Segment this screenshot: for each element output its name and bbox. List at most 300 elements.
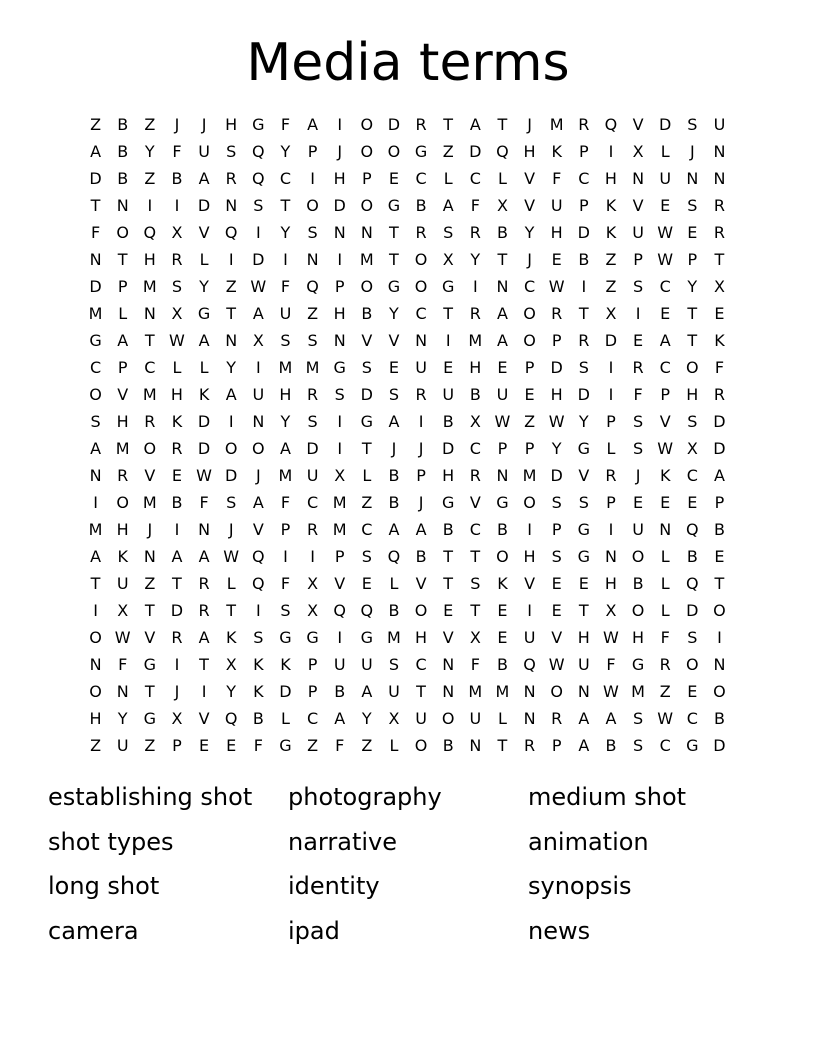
grid-letter: A bbox=[252, 304, 264, 323]
grid-letter: R bbox=[171, 628, 183, 647]
grid-letter: Z bbox=[605, 277, 617, 296]
grid-letter: B bbox=[117, 115, 129, 134]
grid-letter: G bbox=[143, 709, 157, 728]
grid-letter: V bbox=[388, 331, 400, 350]
grid-letter: U bbox=[388, 682, 400, 701]
grid-letter: S bbox=[253, 196, 264, 215]
grid-letter: U bbox=[550, 196, 563, 215]
grid-letter: I bbox=[337, 439, 343, 458]
grid-letter: D bbox=[333, 196, 346, 215]
grid-letter: O bbox=[252, 439, 265, 458]
grid-letter: E bbox=[497, 628, 508, 647]
grid-letter: I bbox=[255, 223, 261, 242]
grid-letter: N bbox=[252, 412, 265, 431]
grid-letter: L bbox=[172, 358, 182, 377]
grid-letter: Z bbox=[307, 736, 319, 755]
grid-letter: P bbox=[578, 142, 589, 161]
grid-letter: Z bbox=[225, 277, 237, 296]
grid-letter: S bbox=[470, 574, 481, 593]
grid-letter: R bbox=[307, 520, 319, 539]
grid-letter: J bbox=[391, 439, 397, 458]
grid-letter: B bbox=[252, 709, 264, 728]
grid-letter: Z bbox=[659, 682, 671, 701]
grid-letter: Y bbox=[578, 412, 589, 431]
grid-letter: Z bbox=[605, 250, 617, 269]
grid-letter: A bbox=[307, 115, 319, 134]
grid-letter: B bbox=[117, 142, 129, 161]
grid-letter: E bbox=[660, 493, 671, 512]
grid-letter: N bbox=[659, 520, 672, 539]
grid-letter: G bbox=[387, 196, 401, 215]
grid-letter: S bbox=[226, 142, 237, 161]
grid-letter: P bbox=[578, 196, 589, 215]
grid-letter: D bbox=[306, 439, 319, 458]
grid-letter: K bbox=[280, 655, 291, 674]
grid-letter: P bbox=[307, 142, 318, 161]
grid-letter: H bbox=[415, 628, 428, 647]
grid-letter: N bbox=[198, 520, 211, 539]
grid-letter: U bbox=[632, 520, 644, 539]
grid-letter: O bbox=[523, 304, 536, 323]
grid-letter: O bbox=[143, 439, 157, 458]
grid-letter: N bbox=[632, 169, 645, 188]
grid-letter: O bbox=[306, 196, 319, 215]
grid-letter: X bbox=[605, 304, 617, 323]
grid-letter: D bbox=[252, 250, 265, 269]
grid-letter: K bbox=[253, 655, 264, 674]
grid-letter: T bbox=[443, 115, 454, 134]
grid-letter: M bbox=[359, 250, 374, 269]
grid-letter: F bbox=[552, 169, 562, 188]
grid-letter: U bbox=[415, 709, 427, 728]
grid-letter: H bbox=[225, 115, 238, 134]
grid-letter: A bbox=[198, 547, 210, 566]
grid-letter: D bbox=[713, 736, 726, 755]
grid-letter: T bbox=[687, 304, 698, 323]
grid-letter: B bbox=[117, 169, 129, 188]
grid-letter: G bbox=[414, 142, 428, 161]
grid-letter: I bbox=[337, 412, 343, 431]
grid-letter: R bbox=[524, 736, 536, 755]
grid-letter: I bbox=[174, 520, 180, 539]
grid-letter: R bbox=[578, 115, 590, 134]
grid-letter: R bbox=[198, 601, 210, 620]
grid-letter: D bbox=[170, 601, 184, 620]
grid-letter: E bbox=[361, 574, 372, 593]
grid-letter: T bbox=[389, 250, 399, 269]
grid-letter: I bbox=[283, 250, 288, 269]
grid-letter: I bbox=[581, 277, 587, 296]
grid-letter: I bbox=[310, 547, 315, 566]
grid-letter: G bbox=[577, 520, 591, 539]
grid-letter: E bbox=[497, 358, 508, 377]
grid-letter: T bbox=[470, 601, 481, 620]
grid-letter: E bbox=[551, 601, 562, 620]
grid-letter: B bbox=[632, 574, 644, 593]
grid-letter: F bbox=[606, 655, 616, 674]
grid-letter: Q bbox=[143, 223, 157, 242]
grid-letter: E bbox=[388, 358, 399, 377]
grid-letter: I bbox=[608, 385, 614, 404]
grid-letter: P bbox=[606, 493, 616, 512]
grid-letter: Q bbox=[387, 547, 401, 566]
grid-letter: N bbox=[116, 196, 129, 215]
grid-letter: R bbox=[469, 223, 481, 242]
grid-letter: N bbox=[523, 709, 536, 728]
grid-letter: O bbox=[686, 358, 699, 377]
grid-letter: W bbox=[169, 331, 185, 350]
grid-letter: S bbox=[388, 385, 400, 404]
grid-letter: G bbox=[441, 277, 455, 296]
grid-letter: R bbox=[307, 385, 319, 404]
grid-letter: G bbox=[631, 655, 645, 674]
grid-letter: I bbox=[228, 250, 234, 269]
grid-letter: I bbox=[527, 601, 532, 620]
grid-letter: N bbox=[496, 277, 509, 296]
grid-letter: C bbox=[578, 169, 590, 188]
grid-letter: L bbox=[226, 574, 236, 593]
grid-letter: Z bbox=[90, 115, 102, 134]
grid-letter: M bbox=[305, 358, 320, 377]
grid-letter: R bbox=[659, 655, 671, 674]
grid-letter: A bbox=[198, 169, 210, 188]
grid-letter: R bbox=[469, 304, 481, 323]
grid-letter: U bbox=[469, 709, 482, 728]
grid-letter: A bbox=[469, 115, 481, 134]
grid-letter: P bbox=[497, 439, 508, 458]
grid-letter: A bbox=[578, 709, 590, 728]
word-item: ipad bbox=[288, 916, 340, 945]
grid-letter: F bbox=[280, 574, 291, 593]
grid-letter: I bbox=[445, 331, 451, 350]
grid-letter: O bbox=[89, 682, 102, 701]
grid-letter: B bbox=[578, 250, 590, 269]
grid-letter: R bbox=[171, 250, 183, 269]
grid-letter: D bbox=[550, 358, 563, 377]
grid-letter: Y bbox=[551, 439, 562, 458]
grid-letter: Y bbox=[361, 709, 372, 728]
grid-letter: J bbox=[255, 466, 261, 485]
grid-letter: I bbox=[283, 547, 288, 566]
grid-letter: G bbox=[441, 493, 455, 512]
grid-letter: T bbox=[280, 196, 291, 215]
grid-letter: L bbox=[660, 601, 670, 620]
grid-letter: T bbox=[687, 331, 698, 350]
grid-letter: I bbox=[255, 358, 261, 377]
grid-letter: L bbox=[280, 709, 290, 728]
grid-letter: K bbox=[605, 196, 617, 215]
grid-letter: E bbox=[660, 196, 671, 215]
grid-letter: T bbox=[144, 331, 155, 350]
grid-letter: S bbox=[307, 331, 318, 350]
grid-letter: Z bbox=[361, 493, 373, 512]
grid-letter: T bbox=[416, 682, 426, 701]
grid-letter: B bbox=[388, 466, 400, 485]
grid-letter: D bbox=[225, 466, 238, 485]
grid-letter: S bbox=[226, 493, 237, 512]
grid-letter: B bbox=[713, 709, 725, 728]
grid-letter: U bbox=[306, 466, 319, 485]
grid-letter: I bbox=[418, 412, 424, 431]
grid-letter: N bbox=[415, 331, 428, 350]
grid-letter: H bbox=[686, 385, 699, 404]
grid-letter: M bbox=[278, 466, 293, 485]
grid-letter: N bbox=[713, 655, 726, 674]
grid-letter: N bbox=[116, 682, 129, 701]
grid-letter: S bbox=[443, 223, 454, 242]
grid-letter: P bbox=[361, 169, 372, 188]
grid-letter: H bbox=[89, 709, 102, 728]
grid-letter: M bbox=[142, 277, 157, 296]
grid-letter: D bbox=[360, 385, 373, 404]
grid-letter: I bbox=[201, 682, 207, 701]
grid-letter: A bbox=[225, 385, 237, 404]
grid-letter: N bbox=[306, 250, 319, 269]
grid-letter: H bbox=[116, 520, 129, 539]
grid-letter: Y bbox=[280, 412, 291, 431]
grid-letter: G bbox=[89, 331, 102, 350]
grid-letter: E bbox=[687, 493, 698, 512]
grid-letter: T bbox=[497, 115, 508, 134]
word-item: news bbox=[528, 916, 591, 945]
grid-letter: M bbox=[278, 358, 293, 377]
grid-letter: C bbox=[89, 358, 102, 377]
grid-letter: V bbox=[524, 574, 536, 593]
grid-letter: R bbox=[469, 466, 481, 485]
grid-letter: I bbox=[472, 277, 478, 296]
grid-letter: T bbox=[361, 439, 372, 458]
grid-letter: N bbox=[577, 682, 590, 701]
grid-letter: S bbox=[171, 277, 183, 296]
grid-letter: T bbox=[714, 250, 725, 269]
grid-letter: U bbox=[632, 223, 644, 242]
grid-letter: O bbox=[523, 493, 536, 512]
grid-letter: I bbox=[310, 169, 315, 188]
grid-letter: O bbox=[387, 142, 401, 161]
grid-letter: T bbox=[443, 304, 454, 323]
grid-letter: Q bbox=[224, 223, 238, 242]
grid-letter: S bbox=[253, 628, 264, 647]
grid-letter: V bbox=[198, 709, 210, 728]
grid-letter: V bbox=[659, 412, 671, 431]
grid-letter: C bbox=[659, 358, 671, 377]
grid-letter: O bbox=[414, 250, 428, 269]
grid-letter: F bbox=[470, 655, 480, 674]
grid-letter: X bbox=[686, 439, 698, 458]
grid-letter: O bbox=[523, 331, 536, 350]
grid-letter: J bbox=[201, 115, 207, 134]
grid-letter: U bbox=[252, 385, 265, 404]
grid-letter: P bbox=[280, 520, 291, 539]
grid-letter: N bbox=[225, 196, 238, 215]
grid-letter: B bbox=[415, 196, 427, 215]
grid-letter: L bbox=[362, 466, 372, 485]
grid-letter: D bbox=[279, 682, 292, 701]
grid-letter: H bbox=[116, 412, 129, 431]
grid-letter: Q bbox=[686, 574, 699, 593]
grid-letter: E bbox=[497, 601, 508, 620]
grid-letter: S bbox=[687, 115, 698, 134]
grid-letter: A bbox=[198, 628, 210, 647]
grid-letter: G bbox=[279, 628, 292, 647]
grid-letter: X bbox=[713, 277, 725, 296]
grid-letter: N bbox=[686, 169, 699, 188]
grid-letter: M bbox=[468, 331, 483, 350]
grid-letter: A bbox=[496, 331, 508, 350]
grid-letter: H bbox=[604, 574, 617, 593]
grid-letter: Z bbox=[442, 142, 454, 161]
grid-letter: P bbox=[606, 412, 616, 431]
grid-letter: J bbox=[689, 142, 695, 161]
grid-letter: K bbox=[117, 547, 128, 566]
grid-letter: Z bbox=[144, 169, 156, 188]
grid-letter: W bbox=[548, 412, 565, 431]
grid-letter: L bbox=[660, 547, 670, 566]
grid-letter: N bbox=[143, 304, 156, 323]
grid-letter: Q bbox=[252, 169, 265, 188]
grid-letter: X bbox=[307, 601, 319, 620]
grid-letter: Y bbox=[280, 223, 291, 242]
grid-letter: G bbox=[333, 358, 346, 377]
grid-letter: Z bbox=[144, 736, 156, 755]
grid-letter: C bbox=[469, 169, 481, 188]
grid-letter: H bbox=[170, 385, 183, 404]
grid-letter: M bbox=[88, 520, 103, 539]
grid-letter: Q bbox=[252, 547, 265, 566]
grid-letter: C bbox=[469, 439, 481, 458]
grid-letter: L bbox=[389, 736, 399, 755]
grid-letter: V bbox=[334, 574, 346, 593]
grid-letter: B bbox=[496, 520, 508, 539]
grid-letter: T bbox=[443, 574, 454, 593]
grid-letter: D bbox=[89, 169, 102, 188]
word-item: shot types bbox=[48, 827, 174, 856]
grid-letter: H bbox=[469, 358, 482, 377]
grid-letter: U bbox=[523, 628, 536, 647]
grid-letter: Y bbox=[199, 277, 209, 296]
grid-letter: T bbox=[144, 682, 155, 701]
grid-letter: O bbox=[713, 682, 726, 701]
grid-letter: F bbox=[280, 277, 291, 296]
grid-letter: C bbox=[306, 493, 319, 512]
grid-letter: S bbox=[388, 655, 400, 674]
grid-letter: Z bbox=[144, 574, 156, 593]
grid-letter: K bbox=[198, 385, 210, 404]
grid-letter: H bbox=[143, 250, 156, 269]
grid-letter: E bbox=[171, 466, 182, 485]
grid-letter: Z bbox=[524, 412, 536, 431]
grid-letter: T bbox=[144, 601, 155, 620]
grid-letter: M bbox=[88, 304, 103, 323]
grid-letter: C bbox=[279, 169, 292, 188]
grid-letter: D bbox=[577, 385, 590, 404]
grid-letter: C bbox=[415, 169, 427, 188]
grid-letter: L bbox=[199, 358, 209, 377]
grid-letter: X bbox=[252, 331, 264, 350]
grid-letter: W bbox=[548, 277, 565, 296]
grid-letter: B bbox=[713, 520, 725, 539]
grid-letter: R bbox=[605, 466, 617, 485]
grid-letter: A bbox=[496, 304, 508, 323]
grid-letter: D bbox=[197, 439, 211, 458]
grid-letter: A bbox=[361, 682, 373, 701]
grid-letter: H bbox=[333, 169, 346, 188]
grid-letter: A bbox=[279, 439, 291, 458]
word-item: medium shot bbox=[528, 783, 687, 811]
grid-letter: L bbox=[118, 304, 128, 323]
grid-letter: U bbox=[577, 655, 590, 674]
grid-letter: Q bbox=[604, 115, 618, 134]
grid-letter: O bbox=[686, 655, 699, 674]
grid-letter: F bbox=[280, 115, 291, 134]
grid-letter: N bbox=[333, 223, 346, 242]
grid-letter: X bbox=[632, 142, 644, 161]
grid-letter: C bbox=[469, 520, 481, 539]
grid-letter: F bbox=[470, 196, 480, 215]
grid-letter: E bbox=[633, 331, 644, 350]
grid-letter: K bbox=[171, 412, 183, 431]
grid-letter: U bbox=[442, 385, 455, 404]
grid-letter: S bbox=[551, 493, 562, 512]
grid-letter: Q bbox=[523, 655, 536, 674]
grid-letter: N bbox=[604, 547, 617, 566]
grid-letter: P bbox=[524, 439, 535, 458]
grid-letter: O bbox=[414, 277, 428, 296]
grid-letter: A bbox=[90, 547, 102, 566]
grid-letter: R bbox=[713, 385, 725, 404]
grid-letter: A bbox=[578, 736, 590, 755]
grid-letter: P bbox=[660, 385, 671, 404]
grid-letter: P bbox=[551, 736, 562, 755]
grid-letter: N bbox=[225, 331, 238, 350]
grid-letter: I bbox=[608, 142, 614, 161]
grid-letter: L bbox=[660, 142, 670, 161]
grid-letter: E bbox=[226, 736, 237, 755]
grid-letter: D bbox=[89, 277, 102, 296]
grid-letter: T bbox=[90, 196, 101, 215]
grid-letter: C bbox=[306, 709, 319, 728]
grid-letter: G bbox=[279, 736, 292, 755]
grid-letter: M bbox=[387, 628, 401, 647]
grid-letter: X bbox=[605, 601, 617, 620]
grid-letter: C bbox=[659, 277, 671, 296]
grid-letter: A bbox=[198, 331, 210, 350]
grid-letter: M bbox=[631, 682, 645, 701]
grid-letter: R bbox=[117, 466, 129, 485]
grid-letter: Q bbox=[252, 142, 265, 161]
grid-letter: P bbox=[714, 493, 725, 512]
grid-letter: I bbox=[337, 250, 343, 269]
grid-letter: P bbox=[687, 250, 698, 269]
grid-letter: W bbox=[603, 682, 619, 701]
grid-letter: R bbox=[551, 304, 563, 323]
grid-letter: U bbox=[713, 115, 726, 134]
grid-letter: R bbox=[713, 223, 725, 242]
grid-letter: A bbox=[90, 142, 102, 161]
grid-letter: Q bbox=[496, 142, 509, 161]
grid-letter: M bbox=[142, 493, 157, 512]
grid-letter: O bbox=[89, 628, 102, 647]
grid-letter: T bbox=[714, 574, 725, 593]
grid-letter: A bbox=[388, 520, 400, 539]
grid-letter: V bbox=[198, 223, 210, 242]
word-item: narrative bbox=[288, 827, 397, 856]
grid-letter: T bbox=[172, 574, 182, 593]
grid-letter: C bbox=[361, 520, 373, 539]
grid-letter: T bbox=[389, 223, 399, 242]
grid-letter: B bbox=[442, 412, 454, 431]
grid-letter: T bbox=[117, 250, 128, 269]
